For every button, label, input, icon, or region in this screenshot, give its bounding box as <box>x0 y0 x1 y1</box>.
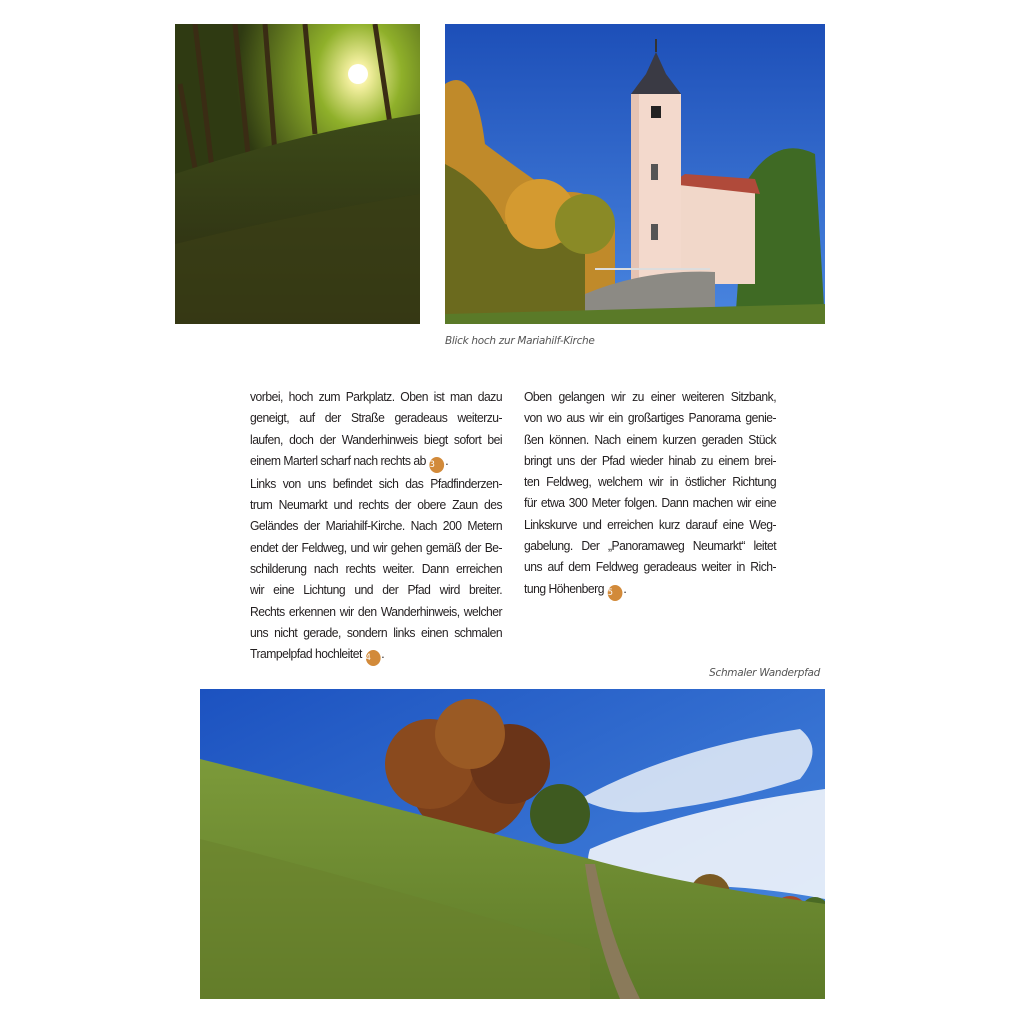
text-line: schilderung nach rechts weiter. Dann erreichen <box>250 561 503 577</box>
text-line: endet der Feldweg, und wir gehen gemäß der Be- <box>250 539 503 555</box>
text-column-right <box>524 386 776 601</box>
text-line: trum Neumarkt und rechts der obere Zaun des <box>250 497 503 513</box>
text-line: uns nicht gerade, sondern links einen schmalen <box>250 624 503 640</box>
text-line: wir eine Lichtung und der Pfad wird breiter. <box>250 582 503 598</box>
path-photo-caption: Schmaler Wanderpfad <box>709 667 820 679</box>
text-line: uns auf dem Feldweg geradeaus weiter in Rich- <box>524 559 777 575</box>
forest-photo <box>175 24 420 324</box>
church-photo-caption: Blick hoch zur Mariahilf-Kirche <box>445 335 595 347</box>
text-line: gabelung. Der „Panoramaweg Neumarkt“ leitet <box>524 538 777 554</box>
church-photo <box>445 24 825 324</box>
text-line: geneigt, auf der Straße geradeaus weiterzu- <box>250 410 503 426</box>
text-line: ßen können. Nach einem kurzen geraden Stück <box>524 431 777 447</box>
text-line: vorbei, hoch zum Parkplatz. Oben ist man dazu <box>250 389 503 404</box>
text-line: von wo aus wir ein großartiges Panorama genie- <box>524 410 777 426</box>
waypoint-marker-3: 3 <box>430 457 445 473</box>
text-line: bringt uns der Pfad wieder hinab zu einem brei- <box>524 452 777 468</box>
waypoint-marker-5: 5 <box>608 585 623 601</box>
meadow-path-photo <box>200 689 825 999</box>
text-line: für etwa 300 Meter folgen. Dann machen wir eine <box>524 495 777 511</box>
text-line: Linkskurve und erreichen kurz darauf eine Weg- <box>524 516 777 532</box>
text-line: Oben gelangen wir zu einer weiteren Sitzbank, <box>524 389 777 404</box>
text-column-left <box>250 386 502 666</box>
text-line: Links von uns befindet sich das Pfadfinderzen- <box>250 475 503 491</box>
text-line: einem Marterl scharf nach rechts ab 3 . <box>250 450 502 473</box>
text-line: laufen, doch der Wanderhinweis biegt sofort bei <box>250 431 503 447</box>
text-line: ten Feldweg, welchem wir in östlicher Richtung <box>524 474 777 490</box>
text-line: Rechts erkennen wir den Wanderhinweis, welcher <box>250 603 503 619</box>
text-line: Trampelpfad hochleitet 4 . <box>250 643 502 666</box>
text-line: Geländes der Mariahilf-Kirche. Nach 200 Metern <box>250 518 503 534</box>
text-line: tung Höhenberg 5 . <box>524 578 776 601</box>
waypoint-marker-4: 4 <box>366 650 381 666</box>
